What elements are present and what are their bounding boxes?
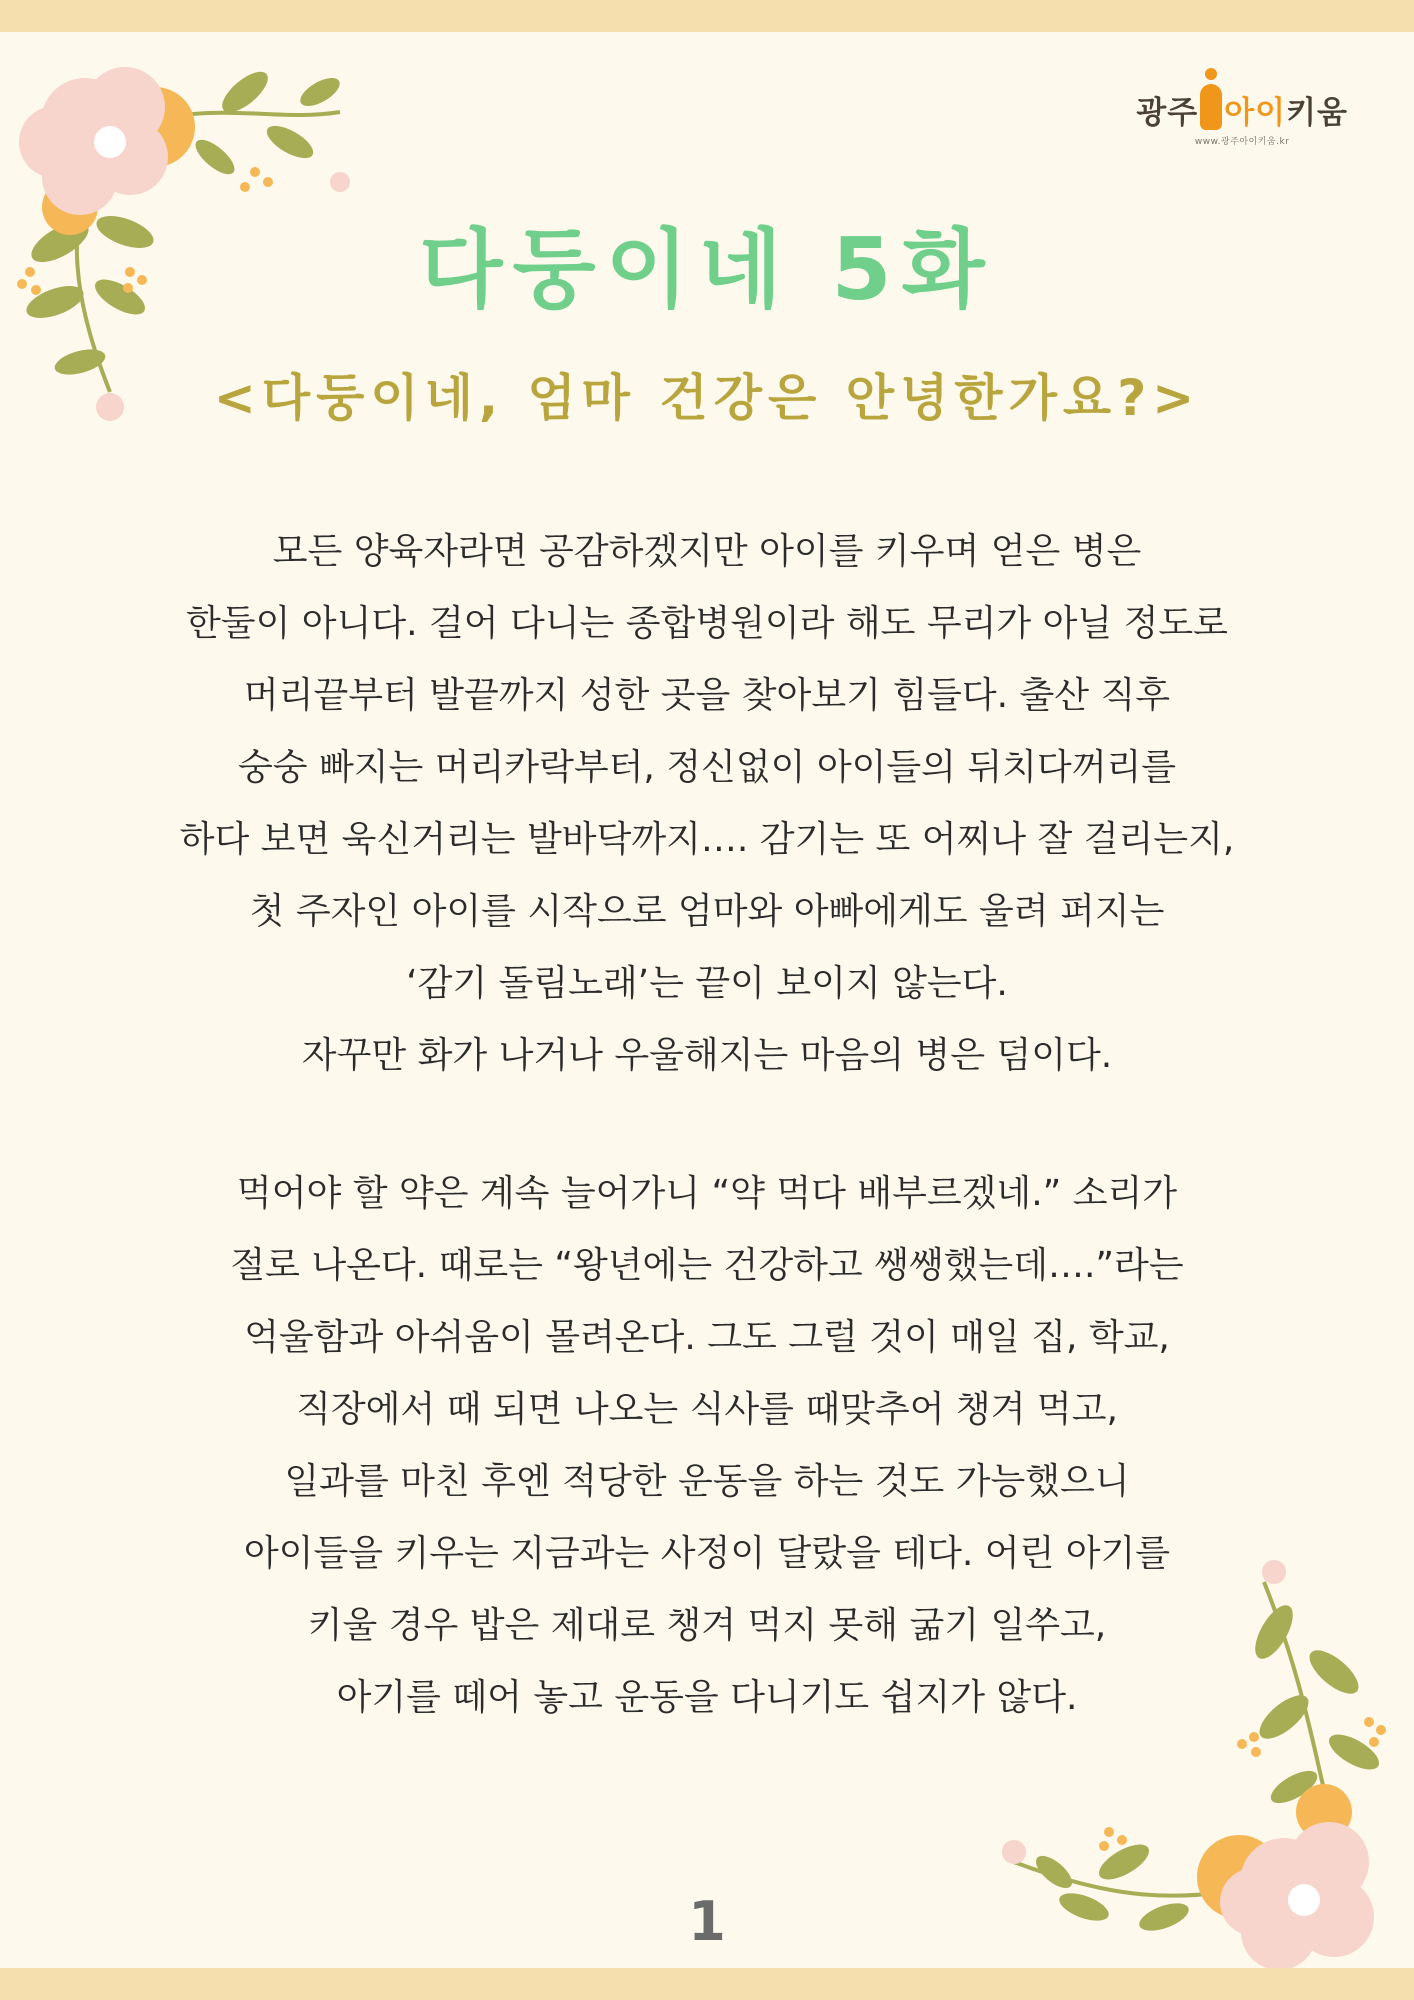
logo-text-1: 광주 — [1136, 95, 1199, 131]
paragraph-2 — [0, 1158, 1414, 1734]
page-number: 1 — [688, 1890, 726, 1953]
page — [0, 32, 1414, 1968]
text-line: 절로 나온다. 때로는 “왕년에는 건강하고 쌩쌩했는데….”라는 — [230, 1245, 1184, 1286]
text-line: 머리끝부터 발끝까지 성한 곳을 찾아보기 힘들다. 출산 직후 — [243, 675, 1171, 716]
text-line: 하다 보면 욱신거리는 발바닥까지…. 감기는 또 어찌나 잘 걸리는지, — [179, 819, 1235, 860]
text-line: 모든 양육자라면 공감하겠지만 아이를 키우며 얻은 병은 — [272, 531, 1142, 572]
logo-text-3: 키움 — [1286, 95, 1348, 131]
text-line: 한둘이 아니다. 걸어 다니는 종합병원이라 해도 무리가 아닐 정도로 — [186, 603, 1228, 644]
bottom-border-band — [0, 1968, 1414, 2000]
text-line: 직장에서 때 되면 나오는 식사를 때맞추어 챙겨 먹고, — [296, 1389, 1118, 1430]
text-line: 일과를 마친 후엔 적당한 운동을 하는 것도 가능했으니 — [284, 1461, 1130, 1502]
text-line: ‘감기 돌림노래’는 끝이 보이지 않는다. — [406, 963, 1008, 1004]
text-line: 자꾸만 화가 나거나 우울해지는 마음의 병은 덤이다. — [301, 1035, 1113, 1076]
logo — [1136, 68, 1348, 147]
text-line: 억울함과 아쉬움이 몰려온다. 그도 그럴 것이 매일 집, 학교, — [244, 1317, 1170, 1358]
logo-person-icon — [1200, 68, 1222, 132]
text-line: 숭숭 빠지는 머리카락부터, 정신없이 아이들의 뒤치다꺼리를 — [237, 747, 1177, 788]
logo-url: www.광주아이키움.kr — [1194, 137, 1290, 147]
text-line: 먹어야 할 약은 계속 늘어가니 “약 먹다 배부르겠네.” 소리가 — [236, 1173, 1178, 1214]
page-subtitle: <다둥이네, 엄마 건강은 안녕한가요?> — [213, 369, 1201, 427]
text-line: 아기를 떼어 놓고 운동을 다니기도 쉽지가 않다. — [336, 1677, 1078, 1718]
logo-text-2: 아이 — [1224, 95, 1287, 131]
page-title: 다둥이네 5화 — [419, 220, 995, 320]
paragraph-1 — [0, 516, 1414, 1092]
text-line: 키울 경우 밥은 제대로 챙겨 먹지 못해 굶기 일쑤고, — [307, 1605, 1107, 1646]
top-border-band — [0, 0, 1414, 32]
text-line: 아이들을 키우는 지금과는 사정이 달랐을 테다. 어린 아기를 — [243, 1533, 1171, 1574]
text-line: 첫 주자인 아이를 시작으로 엄마와 아빠에게도 울려 퍼지는 — [249, 891, 1165, 932]
